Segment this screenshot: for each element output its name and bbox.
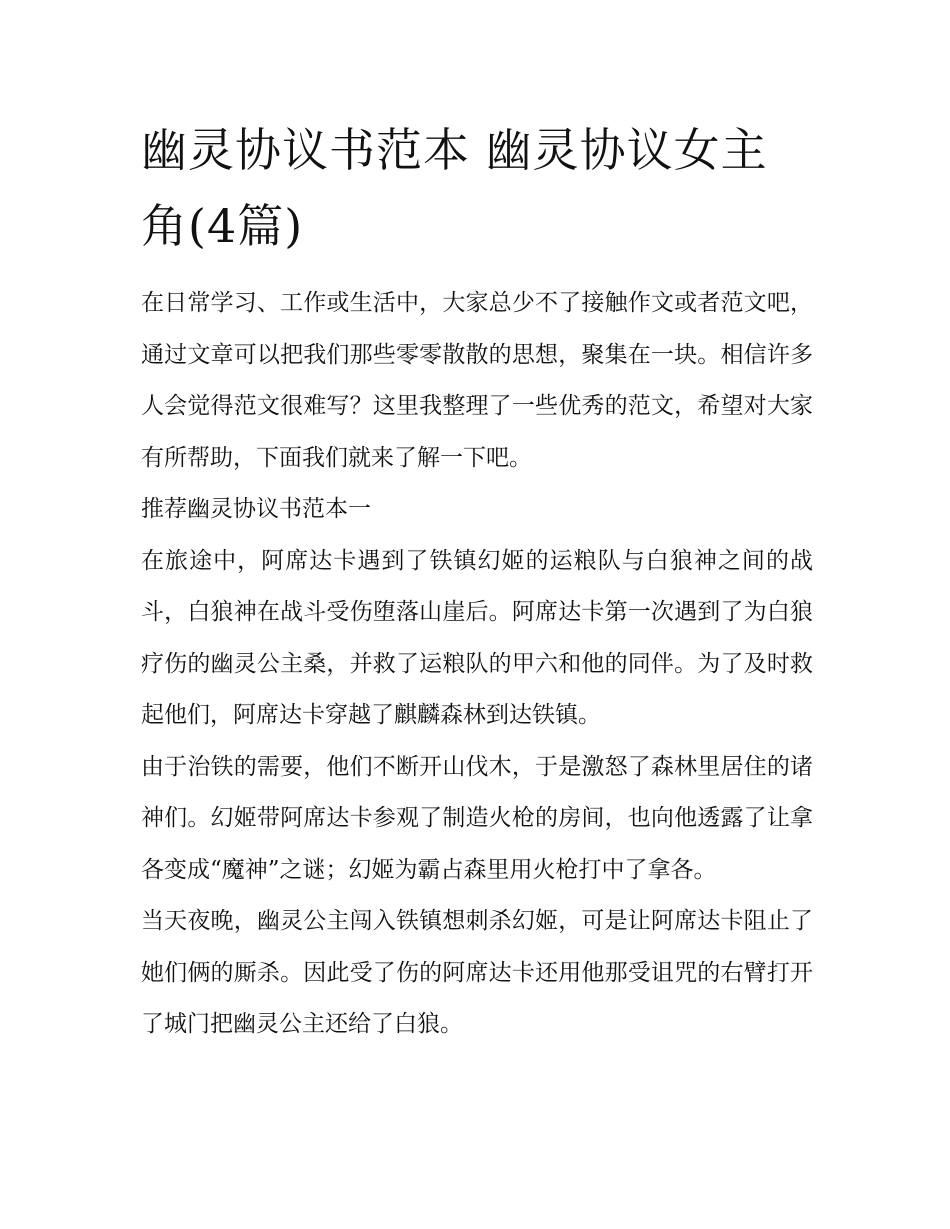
body-paragraph-3: 当天夜晚，幽灵公主闯入铁镇想刺杀幻姬，可是让阿席达卡阻止了她们俩的厮杀。因此受了伤的阿席达卡还用他那受诅咒的右臂打开了城门把幽灵公主还给了白狼。 <box>141 908 813 1037</box>
section-heading: 推荐幽灵协议书范本一 <box>141 496 371 522</box>
body-paragraph-2: 由于治铁的需要，他们不断开山伐木，于是激怒了森林里居住的诸神们。幻姬带阿席达卡参观了制造火枪的房间，也向他透露了让拿各变成“魔神”之谜；幻姬为霸占森里用火枪打中了拿各。 <box>141 753 813 883</box>
body-paragraph-1: 在旅途中，阿席达卡遇到了铁镇幻姬的运粮队与白狼神之间的战斗，白狼神在战斗受伤堕落山崖后。阿席达卡第一次遇到了为白狼疗伤的幽灵公主桑，并救了运粮队的甲六和他的同伴。为了及时救起他们，阿席达卡穿越了麒麟森林到达铁镇。 <box>141 547 813 728</box>
document-title: 幽灵协议书范本 幽灵协议女主角(4篇) <box>141 123 768 253</box>
document-page <box>141 112 813 1051</box>
intro-paragraph: 在日常学习、工作或生活中，大家总少不了接触作文或者范文吧，通过文章可以把我们那些零零散散的思想，聚集在一块。相信许多人会觉得范文很难写？这里我整理了一些优秀的范文，希望对大家有所帮助，下面我们就来了解一下吧。 <box>141 290 813 471</box>
